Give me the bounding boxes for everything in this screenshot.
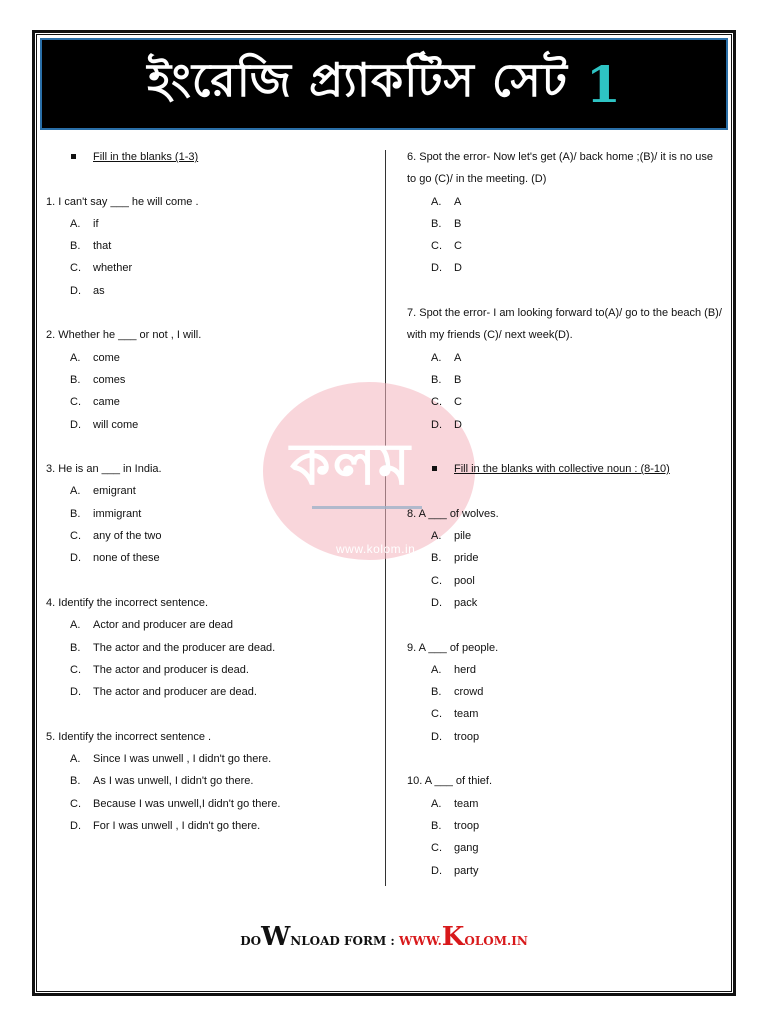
option-text: A bbox=[454, 351, 462, 364]
option-item bbox=[46, 391, 376, 413]
question-block bbox=[46, 191, 376, 325]
option-item bbox=[46, 503, 376, 525]
option-letter: A. bbox=[431, 530, 442, 543]
option-item bbox=[46, 235, 376, 257]
option-text: team bbox=[454, 708, 479, 721]
option-item bbox=[46, 525, 376, 547]
question-block bbox=[46, 324, 376, 458]
option-item bbox=[46, 480, 376, 502]
question-block bbox=[407, 637, 725, 771]
question-block bbox=[46, 458, 376, 592]
option-item bbox=[46, 369, 376, 391]
option-text: troop bbox=[454, 730, 480, 743]
option-text: C bbox=[454, 396, 462, 409]
option-item bbox=[46, 815, 376, 837]
option-letter: D. bbox=[70, 819, 81, 832]
question-text: 3. He is an ___ in India. bbox=[46, 463, 162, 476]
option-text: Actor and producer are dead bbox=[93, 619, 234, 632]
option-text: immigrant bbox=[93, 507, 142, 520]
option-text: Because I was unwell,I didn't go there. bbox=[93, 797, 281, 810]
option-list bbox=[46, 480, 376, 569]
option-item bbox=[407, 681, 725, 703]
question-text: 6. Spot the error- Now let's get (A)/ back home ;(B)/ it is no use to go (C)/ in the meeting. (D) bbox=[407, 151, 713, 186]
option-letter: D. bbox=[431, 418, 442, 431]
option-list bbox=[407, 525, 725, 614]
question-block bbox=[46, 726, 376, 860]
option-letter: D. bbox=[70, 284, 81, 297]
question-text: 4. Identify the incorrect sentence. bbox=[46, 596, 209, 609]
footer-text: NLOAD FORM : bbox=[290, 934, 400, 948]
question-text: 5. Identify the incorrect sentence . bbox=[46, 730, 212, 743]
question-block bbox=[407, 770, 725, 904]
option-item bbox=[46, 213, 376, 235]
question-block bbox=[407, 302, 725, 458]
footer-text: DO bbox=[240, 934, 262, 948]
option-letter: A. bbox=[431, 195, 442, 208]
option-item bbox=[46, 257, 376, 279]
option-text: none of these bbox=[93, 552, 160, 565]
option-text: that bbox=[93, 240, 112, 253]
option-item bbox=[407, 347, 725, 369]
banner-title: ইংরেজি প্র্যাকটিস সেট bbox=[147, 53, 568, 107]
option-list bbox=[46, 748, 376, 837]
option-item bbox=[407, 213, 725, 235]
option-item bbox=[46, 280, 376, 302]
option-text: pride bbox=[454, 552, 479, 565]
option-item bbox=[46, 614, 376, 636]
option-letter: B. bbox=[431, 373, 442, 386]
option-item bbox=[407, 592, 725, 614]
option-letter: A. bbox=[431, 351, 442, 364]
option-letter: C. bbox=[70, 396, 81, 409]
footer-text: W bbox=[261, 922, 291, 952]
option-text: pool bbox=[454, 574, 475, 587]
option-letter: A. bbox=[70, 753, 81, 766]
option-letter: B. bbox=[70, 641, 81, 654]
option-list bbox=[46, 213, 376, 302]
download-footer bbox=[0, 922, 768, 952]
option-item bbox=[407, 257, 725, 279]
option-text: as bbox=[93, 284, 105, 297]
option-letter: C. bbox=[70, 663, 81, 676]
question-text: 10. A ___ of thief. bbox=[407, 775, 493, 788]
option-text: pack bbox=[454, 596, 478, 609]
option-item bbox=[407, 547, 725, 569]
question-text: 2. Whether he ___ or not , I will. bbox=[46, 329, 202, 342]
option-list bbox=[46, 614, 376, 703]
option-letter: B. bbox=[70, 507, 81, 520]
right-column bbox=[407, 146, 725, 904]
option-text: pile bbox=[454, 530, 472, 543]
option-letter: B. bbox=[431, 686, 442, 699]
option-text: troop bbox=[454, 819, 480, 832]
option-letter: D. bbox=[70, 418, 81, 431]
option-text: came bbox=[93, 396, 120, 409]
section-title: Fill in the blanks (1-3) bbox=[93, 151, 199, 163]
option-letter: A. bbox=[70, 619, 81, 632]
question-block bbox=[407, 146, 725, 302]
section-title: Fill in the blanks with collective noun : (8-10) bbox=[454, 463, 670, 476]
footer-link-text: OLOM.IN bbox=[464, 934, 528, 948]
option-item bbox=[407, 369, 725, 391]
option-item bbox=[46, 770, 376, 792]
section-heading bbox=[46, 146, 376, 168]
option-text: party bbox=[454, 864, 479, 877]
option-item bbox=[46, 414, 376, 436]
option-item bbox=[407, 525, 725, 547]
option-item bbox=[407, 659, 725, 681]
title-banner bbox=[40, 38, 728, 130]
option-letter: C. bbox=[431, 396, 442, 409]
option-text: The actor and producer are dead. bbox=[93, 686, 257, 699]
option-item bbox=[46, 547, 376, 569]
option-letter: C. bbox=[70, 262, 81, 275]
option-item bbox=[407, 793, 725, 815]
watermark-url: www.kolom.in bbox=[336, 542, 416, 556]
option-letter: C. bbox=[70, 530, 81, 543]
option-text: As I was unwell, I didn't go there. bbox=[93, 775, 254, 788]
option-item bbox=[407, 391, 725, 413]
option-letter: C. bbox=[431, 574, 442, 587]
footer-link-text: WWW. bbox=[399, 934, 442, 948]
option-list bbox=[407, 659, 725, 748]
option-text: will come bbox=[93, 418, 139, 431]
option-item bbox=[46, 637, 376, 659]
option-text: come bbox=[93, 351, 120, 364]
option-text: D bbox=[454, 262, 462, 275]
banner-set-number: 1 bbox=[585, 54, 621, 114]
option-letter: A. bbox=[70, 351, 81, 364]
option-text: For I was unwell , I didn't go there. bbox=[93, 819, 261, 832]
option-letter: A. bbox=[431, 663, 442, 676]
option-text: C bbox=[454, 240, 462, 253]
question-text: 9. A ___ of people. bbox=[407, 641, 499, 654]
option-text: whether bbox=[93, 262, 133, 275]
option-letter: B. bbox=[70, 240, 81, 253]
option-item bbox=[46, 793, 376, 815]
option-letter: D. bbox=[431, 262, 442, 275]
option-letter: C. bbox=[431, 708, 442, 721]
option-list bbox=[407, 347, 725, 436]
option-letter: D. bbox=[431, 864, 442, 877]
option-item bbox=[407, 235, 725, 257]
option-letter: C. bbox=[431, 240, 442, 253]
option-letter: D. bbox=[70, 552, 81, 565]
watermark-logo-text: কলম bbox=[290, 430, 412, 498]
option-item bbox=[407, 570, 725, 592]
left-column bbox=[46, 146, 376, 860]
option-text: emigrant bbox=[93, 485, 136, 498]
option-letter: A. bbox=[70, 485, 81, 498]
option-text: any of the two bbox=[93, 530, 162, 543]
option-text: if bbox=[93, 217, 99, 230]
option-letter: B. bbox=[70, 775, 81, 788]
question-text: 7. Spot the error- I am looking forward to(A)/ go to the beach (B)/ with my friends (C)/ next week(D). bbox=[407, 307, 722, 342]
option-letter: B. bbox=[431, 819, 442, 832]
option-item bbox=[407, 703, 725, 725]
option-letter: B. bbox=[431, 552, 442, 565]
question-text: 1. I can't say ___ he will come . bbox=[46, 195, 199, 208]
option-text: crowd bbox=[454, 686, 484, 699]
question-text: 8. A ___ of wolves. bbox=[407, 507, 499, 520]
option-letter: B. bbox=[431, 217, 442, 230]
option-item bbox=[407, 414, 725, 436]
footer-link-text: K bbox=[441, 922, 465, 952]
option-text: The actor and producer is dead. bbox=[93, 663, 249, 676]
option-item bbox=[407, 815, 725, 837]
option-item bbox=[407, 726, 725, 748]
option-text: The actor and the producer are dead. bbox=[93, 641, 276, 654]
option-text: comes bbox=[93, 373, 126, 386]
bullet-icon bbox=[71, 154, 76, 159]
section-heading bbox=[407, 458, 725, 480]
option-item bbox=[46, 659, 376, 681]
option-letter: D. bbox=[431, 730, 442, 743]
option-text: B bbox=[454, 217, 462, 230]
option-letter: C. bbox=[431, 842, 442, 855]
question-block bbox=[407, 503, 725, 637]
option-text: Since I was unwell , I didn't go there. bbox=[93, 753, 272, 766]
option-list bbox=[46, 347, 376, 436]
option-item bbox=[46, 748, 376, 770]
question-block bbox=[46, 592, 376, 726]
option-text: B bbox=[454, 373, 462, 386]
option-letter: D. bbox=[431, 596, 442, 609]
option-letter: A. bbox=[70, 217, 81, 230]
option-text: herd bbox=[454, 663, 477, 676]
bullet-icon bbox=[432, 466, 437, 471]
option-text: D bbox=[454, 418, 462, 431]
option-item bbox=[407, 837, 725, 859]
option-text: team bbox=[454, 797, 479, 810]
option-item bbox=[46, 347, 376, 369]
option-text: A bbox=[454, 195, 462, 208]
option-letter: A. bbox=[431, 797, 442, 810]
option-letter: B. bbox=[70, 373, 81, 386]
option-item bbox=[407, 860, 725, 882]
option-list bbox=[407, 793, 725, 882]
option-letter: C. bbox=[70, 797, 81, 810]
option-text: gang bbox=[454, 842, 479, 855]
option-item bbox=[46, 681, 376, 703]
option-letter: D. bbox=[70, 686, 81, 699]
option-list bbox=[407, 191, 725, 280]
option-item bbox=[407, 191, 725, 213]
